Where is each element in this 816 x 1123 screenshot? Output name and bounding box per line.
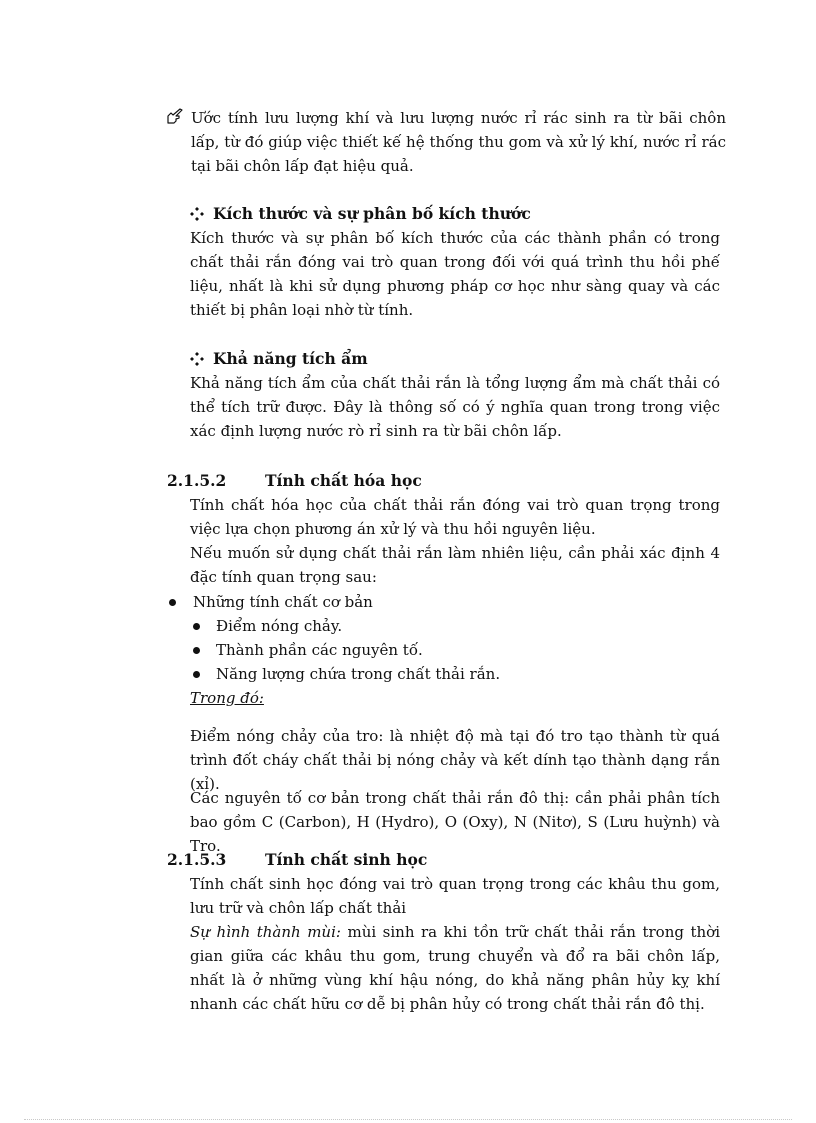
chem-property-list [166,590,726,686]
size-body: Kích thước và sự phân bố kích thước của các thành phần có trong chất thải rắn đóng vai trò quan trong đối với quá trình thu hồi phế liệu, nhất là khi sử dụng phương pháp cơ học như sàng quay và các thiết bị phân loại nhờ từ tính. [190,229,720,319]
odor-text: mùi sinh ra khi tồn trữ chất thải rắn trong thời gian giữa các khâu thu gom, trung chuyển và đổ ra bãi chôn lấp, nhất là ở những vùng khí hậu nóng, do khả năng phân hủy kỵ khí nhanh các chất hữu cơ dễ bị phân hủy có trong chất thải rắn đô thị. [190,923,720,1013]
odor-label: Sự hình thành mùi: [190,923,341,941]
intro-bullet [166,106,726,178]
list-item: Điểm nóng chảy. [166,614,726,638]
size-heading-text: Kích thước và sự phân bố kích thước [213,204,531,223]
bio-section-heading [167,848,427,872]
chem-section-number: 2.1.5.2 [167,471,227,490]
note-label: Trong đó: [190,689,264,707]
moisture-heading-text: Khả năng tích ẩm [213,349,368,368]
chem-para4: Các nguyên tố cơ bản trong chất thải rắn đô thị: cần phải phân tích bao gồm C (Carbon), H (Hydro), O (Oxy), N (Nitơ), S (Lưu huỳnh) và Tro. [190,789,720,855]
list-item: Những tính chất cơ bản [166,590,726,614]
chem-para3: Điểm nóng chảy của tro: là nhiệt độ mà tại đó tro tạo thành từ quá trình đốt cháy chất thải bị nóng chảy và kết dính tạo thành dạng rắn (xỉ). [190,727,720,793]
bio-para2 [190,920,720,1016]
chem-para1: Tính chất hóa học của chất thải rắn đóng vai trò quan trọng trong việc lựa chọn phương án xử lý và thu hồi nguyên liệu. [190,496,720,538]
chem-section-heading [167,469,422,493]
four-diamond-icon [190,207,204,221]
list-item: Thành phần các nguyên tố. [166,638,726,662]
page-bottom-divider [24,1119,792,1120]
bio-body [190,872,720,1016]
intro-text: Ước tính lưu lượng khí và lưu lượng nước rỉ rác sinh ra từ bãi chôn lấp, từ đó giúp việc thiết kế hệ thống thu gom và xử lý khí, nước rỉ rác tại bãi chôn lấp đạt hiệu quả. [191,109,726,175]
four-diamond-icon [190,352,204,366]
chem-note-label [190,686,720,710]
size-section [190,202,720,322]
chem-section-title: Tính chất hóa học [265,471,422,490]
chem-para2: Nếu muốn sử dụng chất thải rắn làm nhiên liệu, cần phải xác định 4 đặc tính quan trọng sau: [190,544,720,586]
bio-section-title: Tính chất sinh học [265,850,428,869]
pointing-hand-icon [166,107,184,125]
bio-section-number: 2.1.5.3 [167,850,227,869]
list-item: Năng lượng chứa trong chất thải rắn. [166,662,726,686]
size-heading [190,202,720,226]
moisture-section [190,347,720,443]
chem-intro [190,493,720,589]
moisture-heading [190,347,720,371]
bio-para1: Tính chất sinh học đóng vai trò quan trọng trong các khâu thu gom, lưu trữ và chôn lấp chất thải [190,875,720,917]
moisture-body: Khả năng tích ẩm của chất thải rắn là tổng lượng ẩm mà chất thải có thể tích trữ được. Đây là thông số có ý nghĩa quan trong trong việc xác định lượng nước rò rỉ sinh ra từ bãi chôn lấp. [190,374,720,440]
